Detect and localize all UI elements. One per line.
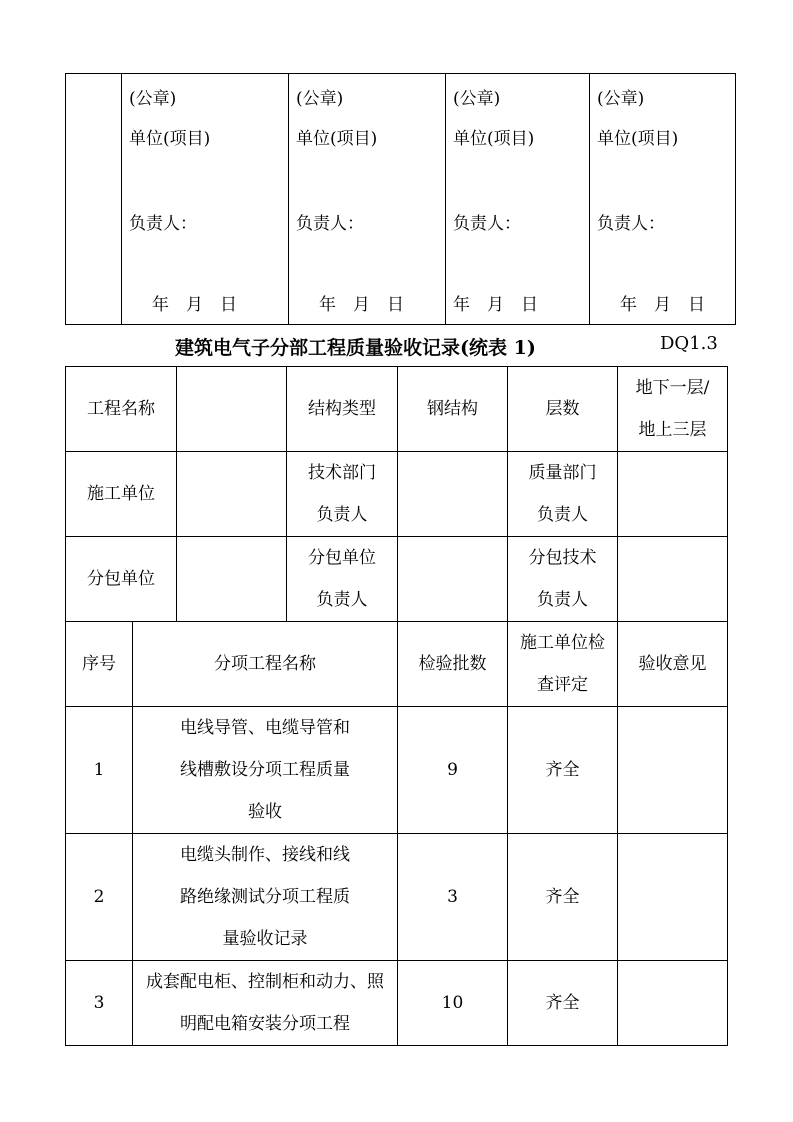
unit-label: 单位(项目): [597, 129, 679, 149]
table-row: [66, 707, 728, 834]
person-label: 负责人：: [597, 214, 665, 234]
person-label: 负责人：: [129, 214, 197, 234]
person-label: 负责人：: [453, 214, 521, 234]
value-cell: [177, 452, 287, 537]
header-eval: 施工单位检查评定: [508, 622, 618, 707]
value-cell: [177, 537, 287, 622]
date-label: 年 月 日: [620, 295, 705, 315]
blank-cell: [66, 74, 122, 325]
value-cell: [618, 537, 728, 622]
row-batches: 3: [398, 834, 508, 961]
unit-label: 单位(项目): [453, 129, 535, 149]
header-no: 序号: [66, 622, 133, 707]
label-cell: 分包技术负责人: [508, 537, 618, 622]
seal-label: (公章): [597, 89, 645, 109]
label-cell: 施工单位: [66, 452, 177, 537]
value-cell: [398, 452, 508, 537]
signature-block: [590, 74, 736, 325]
row-opinion: [618, 707, 728, 834]
date-label: 年 月 日: [152, 295, 237, 315]
row-opinion: [618, 961, 728, 1046]
signature-table: [65, 73, 736, 325]
document-title: 建筑电气子分部工程质量验收记录(统表 1): [175, 337, 536, 359]
person-label: 负责人：: [296, 214, 364, 234]
value-cell: [177, 367, 287, 452]
unit-label: 单位(项目): [129, 129, 211, 149]
signature-block: [122, 74, 289, 325]
seal-label: (公章): [129, 89, 177, 109]
label-cell: 工程名称: [66, 367, 177, 452]
label-cell: 技术部门负责人: [287, 452, 398, 537]
label-cell: 层数: [508, 367, 618, 452]
label-cell: 质量部门负责人: [508, 452, 618, 537]
row-eval: 齐全: [508, 834, 618, 961]
row-name: 电线导管、电缆导管和线槽敷设分项工程质量验收: [133, 707, 398, 834]
signature-block: [446, 74, 590, 325]
row-no: 2: [66, 834, 133, 961]
header-name: 分项工程名称: [133, 622, 398, 707]
value-cell: 地下一层/地上三层: [618, 367, 728, 452]
table-row: [66, 834, 728, 961]
value-cell: [618, 452, 728, 537]
value-cell: 钢结构: [398, 367, 508, 452]
table-row: [66, 961, 728, 1046]
row-opinion: [618, 834, 728, 961]
row-no: 1: [66, 707, 133, 834]
header-batches: 检验批数: [398, 622, 508, 707]
row-batches: 10: [398, 961, 508, 1046]
row-name: 电缆头制作、接线和线路绝缘测试分项工程质量验收记录: [133, 834, 398, 961]
row-no: 3: [66, 961, 133, 1046]
label-cell: 分包单位负责人: [287, 537, 398, 622]
signature-block: [289, 74, 446, 325]
value-cell: [398, 537, 508, 622]
acceptance-table: [65, 366, 728, 1046]
label-cell: 分包单位: [66, 537, 177, 622]
form-code: DQ1.3: [660, 333, 718, 354]
label-cell: 结构类型: [287, 367, 398, 452]
row-eval: 齐全: [508, 707, 618, 834]
seal-label: (公章): [453, 89, 501, 109]
header-opinion: 验收意见: [618, 622, 728, 707]
date-label: 年 月 日: [319, 295, 404, 315]
seal-label: (公章): [296, 89, 344, 109]
row-name: 成套配电柜、控制柜和动力、照明配电箱安装分项工程: [133, 961, 398, 1046]
row-batches: 9: [398, 707, 508, 834]
unit-label: 单位(项目): [296, 129, 378, 149]
date-label: 年 月 日: [453, 295, 538, 315]
row-eval: 齐全: [508, 961, 618, 1046]
